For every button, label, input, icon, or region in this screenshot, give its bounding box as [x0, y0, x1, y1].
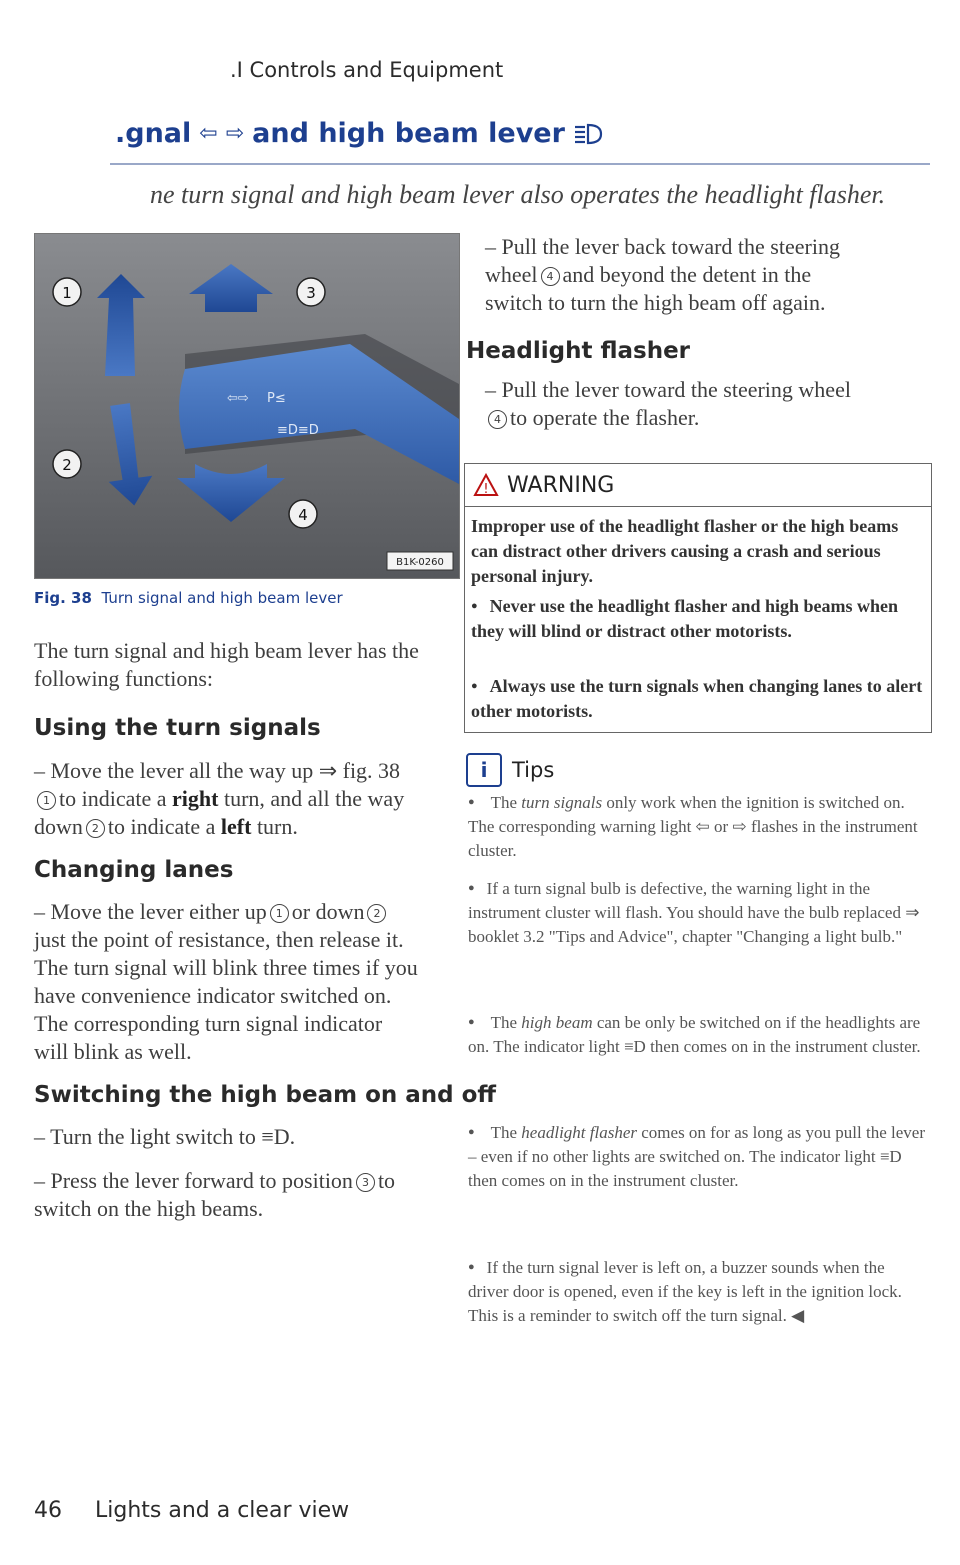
callout-ref-2b: 2: [367, 904, 386, 923]
switch-line-3: switch on the high beams.: [34, 1196, 264, 1221]
changing-line-4: have convenience indicator switched on.: [34, 983, 392, 1008]
tip-3: ● The high beam can be only be switched on if the headlights are on. The indicator light ≡D then comes on in the instrument cluster.: [468, 1010, 926, 1059]
heading-switching-high-beam: Switching the high beam on and off: [34, 1082, 497, 1108]
tips-header: [466, 753, 554, 787]
changing-line-6: will blink as well.: [34, 1039, 192, 1064]
changing-line-2: just the point of resistance, then release it.: [34, 927, 404, 952]
footer-section: Lights and a clear view: [95, 1498, 350, 1523]
pull-line-1: – Pull the lever back toward the steering: [485, 234, 840, 259]
tip-4: ● The headlight flasher comes on for as long as you pull the lever – even if no other lights are switched on. The indicator light ≡D then comes on in the instrument cluster.: [468, 1120, 926, 1193]
callout-ref-3: 3: [356, 1173, 375, 1192]
warning-bullet-2: ● Always use the turn signals when changing lanes to alert other motorists.: [471, 674, 923, 724]
switching-text: [34, 1123, 464, 1223]
using-line-2: 1 to indicate a right turn, and all the way: [34, 785, 464, 813]
section-intro: ne turn signal and high beam lever also operates the headlight flasher.: [150, 180, 886, 209]
lever-illustration: [35, 234, 459, 578]
warning-icon: [473, 473, 499, 497]
section-title-suffix: and high beam lever: [252, 118, 565, 149]
warning-title: WARNING: [507, 473, 615, 498]
flasher-text: [485, 376, 925, 432]
tip-5: ● If the turn signal lever is left on, a buzzer sounds when the driver door is opened, even if the key is left in the ignition lock. This is a reminder to switch off the turn signal. ◀: [468, 1255, 926, 1328]
warning-header: [465, 464, 931, 507]
flasher-line-1: – Pull the lever toward the steering wheel: [485, 377, 851, 402]
warning-box: [464, 463, 932, 733]
callout-2: 2: [62, 456, 72, 474]
stalk-turn-icon: ⇦⇨: [227, 391, 249, 406]
section-title-prefix: .gnal: [115, 118, 192, 149]
changing-lanes-text: [34, 898, 464, 1066]
changing-line-5: The corresponding turn signal indicator: [34, 1011, 383, 1036]
callout-ref-4: 4: [541, 267, 560, 286]
pull-back-text: [485, 233, 925, 317]
pull-line-2: wheel 4 and beyond the detent in the: [485, 262, 812, 287]
high-beam-icon: [573, 123, 603, 145]
callout-ref-2: 2: [86, 819, 105, 838]
stalk-parking-label: P≤: [267, 391, 286, 406]
chapter-header: .I Controls and Equipment: [230, 58, 504, 82]
callout-ref-1b: 1: [270, 904, 289, 923]
warning-intro: Improper use of the headlight flasher or the high beams can distract other drivers causing a crash and serious personal injury.: [471, 516, 899, 586]
heading-changing-lanes: Changing lanes: [34, 857, 234, 883]
page-number: 46: [34, 1498, 62, 1523]
title-rule: [110, 163, 930, 165]
info-icon: i: [466, 753, 502, 787]
figure-label: Fig. 38: [34, 589, 92, 607]
using-line-1: – Move the lever all the way up ⇒ fig. 38: [34, 758, 401, 783]
changing-line-3: The turn signal will blink three times if you: [34, 955, 418, 980]
page-footer: [34, 1498, 349, 1523]
svg-text:!: !: [483, 482, 489, 497]
switch-line-2: – Press the lever forward to position 3 to: [34, 1168, 396, 1193]
tip-2: ● If a turn signal bulb is defective, the warning light in the instrument cluster will flash. You should have the bulb replaced ⇒ booklet 3.2 "Tips and Advice", chapter "Changing a light bulb.": [468, 876, 926, 949]
callout-ref-4b: 4: [488, 410, 507, 429]
callout-1: 1: [62, 284, 72, 302]
using-line-3: down 2 to indicate a left turn.: [34, 814, 298, 839]
tips-title: Tips: [512, 758, 555, 782]
callout-4: 4: [298, 506, 308, 524]
turn-right-icon: ⇨: [225, 121, 245, 146]
callout-3: 3: [306, 284, 316, 302]
switch-line-1: – Turn the light switch to ≡D.: [34, 1124, 296, 1149]
figure-code: B1K-0260: [396, 557, 444, 568]
changing-line-1: – Move the lever either up 1 or down 2: [34, 898, 464, 926]
tip-1: ● The turn signals only work when the ignition is switched on. The corresponding warning light ⇦ or ⇨ flashes in the instrument cluster.: [468, 790, 926, 863]
heading-using-turn-signals: Using the turn signals: [34, 715, 321, 741]
lead-paragraph: The turn signal and high beam lever has the following functions:: [34, 638, 419, 691]
stalk-beam-icon: ≡D≡D: [277, 423, 319, 438]
warning-bullet-1: ● Never use the headlight flasher and high beams when they will blind or distract other motorists.: [471, 594, 923, 644]
callout-ref-1: 1: [37, 791, 56, 810]
flasher-line-2: 4 to operate the flasher.: [485, 404, 925, 432]
section-title: [115, 118, 603, 149]
figure-caption-text: Turn signal and high beam lever: [101, 589, 343, 607]
figure-caption: [34, 589, 343, 607]
turn-left-icon: ⇦: [199, 121, 218, 146]
pull-line-3: switch to turn the high beam off again.: [485, 290, 826, 315]
using-turn-signals-text: [34, 757, 464, 841]
heading-headlight-flasher: Headlight flasher: [466, 338, 691, 364]
figure-turn-signal-lever: [34, 233, 460, 579]
